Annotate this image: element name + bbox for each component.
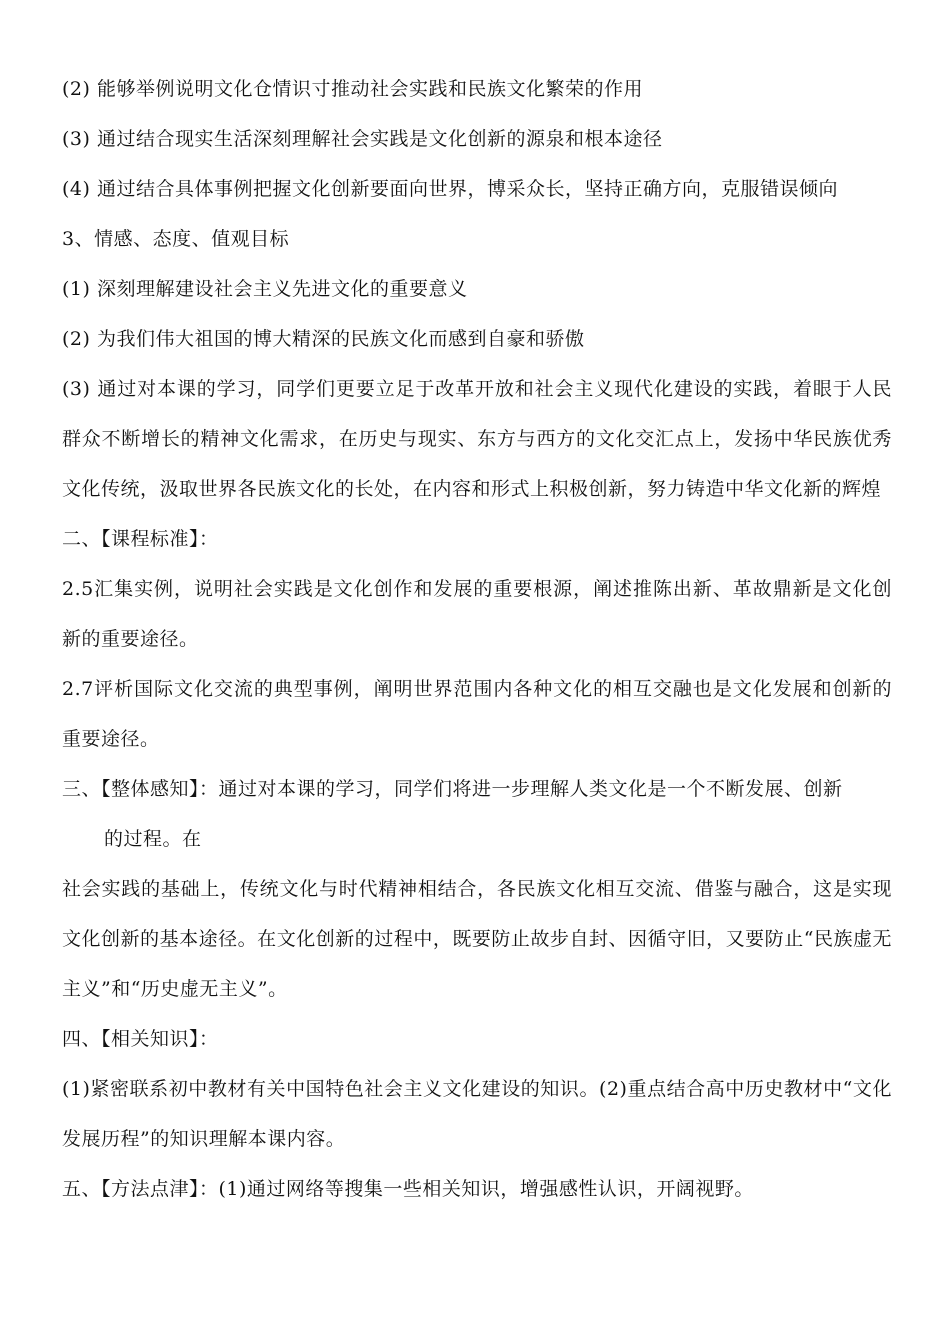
related-knowledge-paragraph: (1)紧密联系初中教材有关中国特色社会主义文化建设的知识。(2)重点结合高中历史教材中“文化发展历程”的知识理解本课内容。 (62, 1078, 892, 1150)
objective-item-3: (3) 通过结合现实生活深刻理解社会实践是文化创新的源泉和根本途径 (62, 128, 663, 150)
section-heading-overall: 三、【整体感知】：通过对本课的学习，同学们将进一步理解人类文化是一个不断发展、创新 (62, 778, 843, 800)
objective-item-4: (4) 通过结合具体事例把握文化创新要面向世界，博采众长，坚持正确方向，克服错误倾向 (62, 178, 838, 200)
emotion-item-2: (2) 为我们伟大祖国的博大精深的民族文化而感到自豪和骄傲 (62, 328, 585, 350)
curriculum-item-2-7: 2.7评析国际文化交流的典型事例，阐明世界范围内各种文化的相互交融也是文化发展和创新的重要途径。 (62, 678, 892, 750)
section-heading-related: 四、【相关知识】： (62, 1028, 219, 1050)
section-heading-curriculum: 二、【课程标准】： (62, 528, 219, 550)
curriculum-item-2-5: 2.5汇集实例，说明社会实践是文化创作和发展的重要根源，阐述推陈出新、革故鼎新是文化创新的重要途径。 (62, 578, 892, 650)
objective-item-2: (2) 能够举例说明文化仓情识寸推动社会实践和民族文化繁荣的作用 (62, 78, 643, 100)
document-page (62, 64, 892, 1214)
section-heading-method: 五、【方法点津】：(1)通过网络等搜集一些相关知识，增强感性认识，开阔视野。 (62, 1178, 754, 1200)
emotion-item-1: (1) 深刻理解建设社会主义先进文化的重要意义 (62, 278, 468, 300)
overall-continuation: 的过程。在 (104, 828, 202, 850)
section-heading-emotion: 3、情感、态度、值观目标 (62, 228, 290, 250)
emotion-item-3: (3) 通过对本课的学习，同学们更要立足于改革开放和社会主义现代化建设的实践，着眼于人民群众不断增长的精神文化需求，在历史与现实、东方与西方的文化交汇点上，发扬中华民族优秀文化传统，汲取世界各民族文化的长处，在内容和形式上积极创新，努力铸造中华文化新的辉煌 (62, 378, 892, 500)
overall-paragraph: 社会实践的基础上，传统文化与时代精神相结合，各民族文化相互交流、借鉴与融合，这是实现文化创新的基本途径。在文化创新的过程中，既要防止故步自封、因循守旧，又要防止“民族虚无主义”和“历史虚无主义”。 (62, 878, 892, 1000)
